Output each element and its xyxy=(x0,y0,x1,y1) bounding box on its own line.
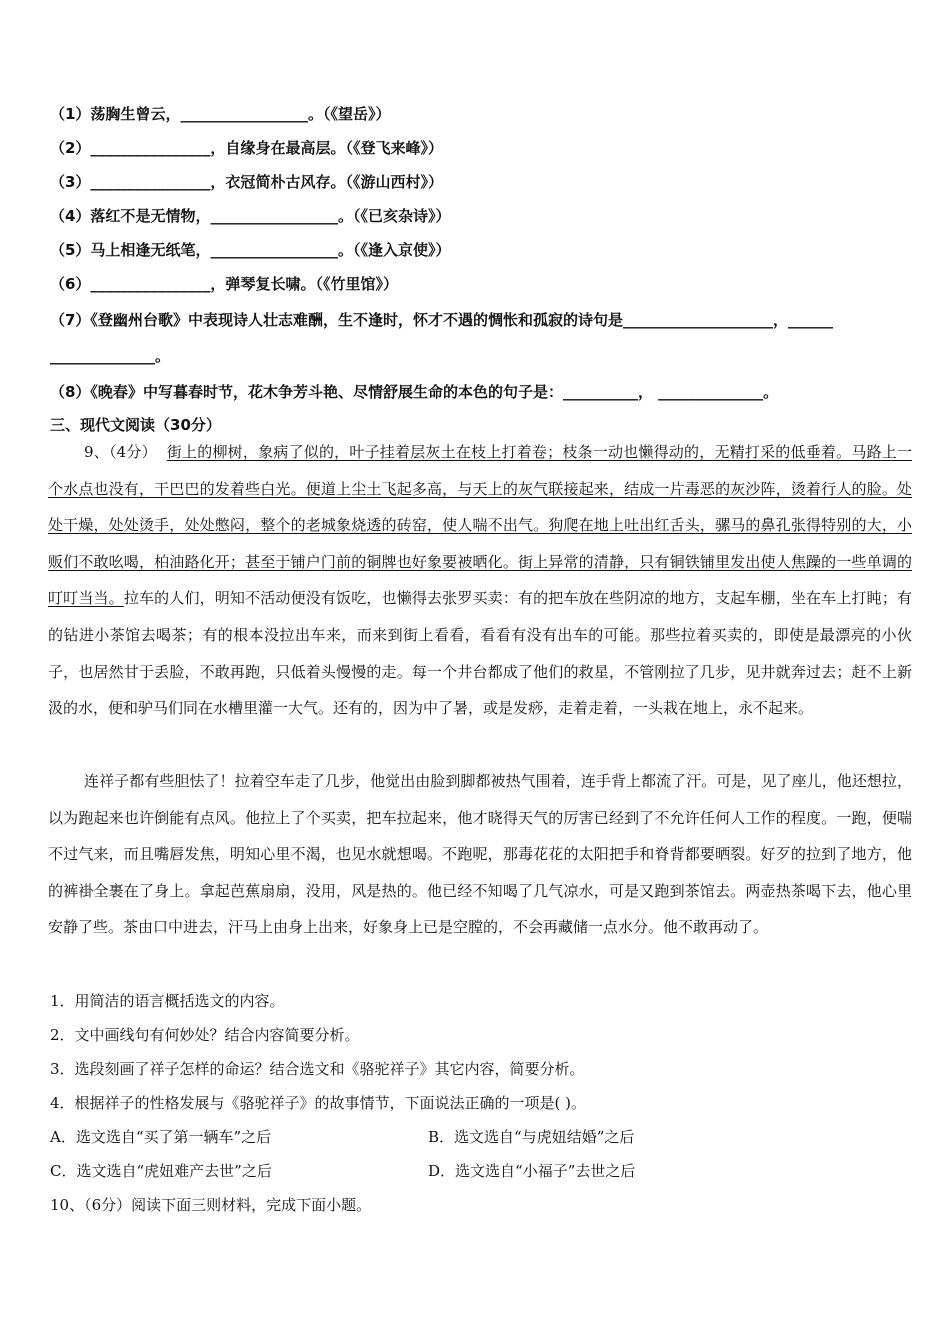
q9-label: 9、（4分） xyxy=(84,443,157,461)
fill-in-item-7-cont: ______________。 xyxy=(50,347,171,365)
fill-in-item-4: （4）落红不是无情物，_________________。（《已亥杂诗》） xyxy=(50,207,451,225)
fill-in-item-7: （7）《登幽州台歌》中表现诗人壮志难酬，生不逢时，怀才不遇的惆怅和孤寂的诗句是____________________，______ xyxy=(50,311,833,329)
q9-paragraph-2: 连祥子都有些胆怯了！拉着空车走了几步，他觉出由脸到脚都被热气围着，连手背上都流了汗。可是，见了座儿，他还想拉，以为跑起来也许倒能有点风。他拉上了个买卖，把车拉起来，他才晓得天气的厉害已经到了不允许任何人工作的程度。一跑，便喘不过气来，而且嘴唇发焦，明知心里不渴，也见水就想喝。不跑呢，那毒花花的太阳把手和脊背都要晒裂。好歹的拉到了地方，他的裤褂全裹在了身上。拿起芭蕉扇扇，没用，风是热的。他已经不知喝了几气凉水，可是又跑到茶馆去。两壶热茶喝下去，他心里安静了些。茶由口中进去，汗马上由身上出来，好象身上已是空膛的，不会再藏储一点水分。他不敢再动了。 xyxy=(48,772,912,937)
fill-in-item-6: （6）________________，弹琴复长啸。（《竹里馆》） xyxy=(50,275,398,293)
option-c: C．选文选自“虎妞难产去世”之后 xyxy=(50,1162,272,1180)
fill-in-item-1: （1）荡胸生曾云，_________________。（《望岳》） xyxy=(50,105,391,123)
q9-question-3: 3．选段刻画了祥子怎样的命运？结合选文和《骆驼祥子》其它内容，简要分析。 xyxy=(50,1060,585,1078)
option-row-1 xyxy=(50,1126,910,1147)
q9-question-4: 4．根据祥子的性格发展与《骆驼祥子》的故事情节，下面说法正确的一项是( )。 xyxy=(50,1094,587,1112)
option-row-2 xyxy=(50,1160,910,1181)
fill-in-item-3: （3）________________，衣冠简朴古风存。（《游山西村》） xyxy=(50,173,443,191)
section-heading: 三、现代文阅读（30分） xyxy=(50,416,221,434)
fill-in-item-5: （5）马上相逢无纸笔，_________________。（《逢入京使》） xyxy=(50,241,451,259)
option-a: A．选文选自“买了第一辆车”之后 xyxy=(50,1128,272,1146)
q10-intro: 10、（6分）阅读下面三则材料，完成下面小题。 xyxy=(50,1196,372,1214)
q9-question-1: 1．用简洁的语言概括选文的内容。 xyxy=(50,992,285,1010)
fill-in-item-8: （8）《晚春》中写暮春时节，花木争芳斗艳、尽情舒展生命的本色的句子是：__________， ______________。 xyxy=(50,383,779,401)
option-d: D．选文选自“小福子”去世之后 xyxy=(428,1162,636,1180)
q9-passage-rest: 拉车的人们，明知不活动便没有饭吃，也懒得去张罗买卖：有的把车放在些阴凉的地方，支起车棚，坐在车上打盹；有的钻进小茶馆去喝茶；有的根本没拉出车来，而来到街上看看，看看有没有出车的可能。那些拉着买卖的，即使是最漂亮的小伙子，也居然甘于丢脸，不敢再跑，只低着头慢慢的走。每一个井台都成了他们的救星，不管刚拉了几步，见井就奔过去；赶不上新汲的水，便和驴马们同在水槽里灌一大气。还有的，因为中了暑，或是发痧，走着走着，一头栽在地上，永不起来。 xyxy=(48,589,912,718)
option-b: B．选文选自“与虎妞结婚”之后 xyxy=(428,1128,635,1146)
q9-question-2: 2．文中画线句有何妙处？结合内容简要分析。 xyxy=(50,1026,360,1044)
fill-in-item-2: （2）________________，自缘身在最高层。（《登飞来峰》） xyxy=(50,139,443,157)
q9-passage-1 xyxy=(48,434,912,727)
underlined-sentences: 街上的柳树，象病了似的，叶子挂着层灰土在枝上打着卷；枝条一动也懒得动的，无精打采的低垂着。马路上一个水点也没有，干巴巴的发着些白光。便道上尘土飞起多高，与天上的灰气联接起来，结成一片毒恶的灰沙阵，烫着行人的脸。处处干燥，处处烫手，处处憋闷，整个的老城象烧透的砖窑，使人喘不出气。狗爬在地上吐出红舌头，骡马的鼻孔张得特别的大，小贩们不敢吆喝，柏油路化开；甚至于铺户门前的铜牌也好象要被晒化。街上异常的清静，只有铜铁铺里发出使人焦躁的一些单调的叮叮当当。 xyxy=(48,443,912,608)
q9-passage-2 xyxy=(48,763,912,946)
